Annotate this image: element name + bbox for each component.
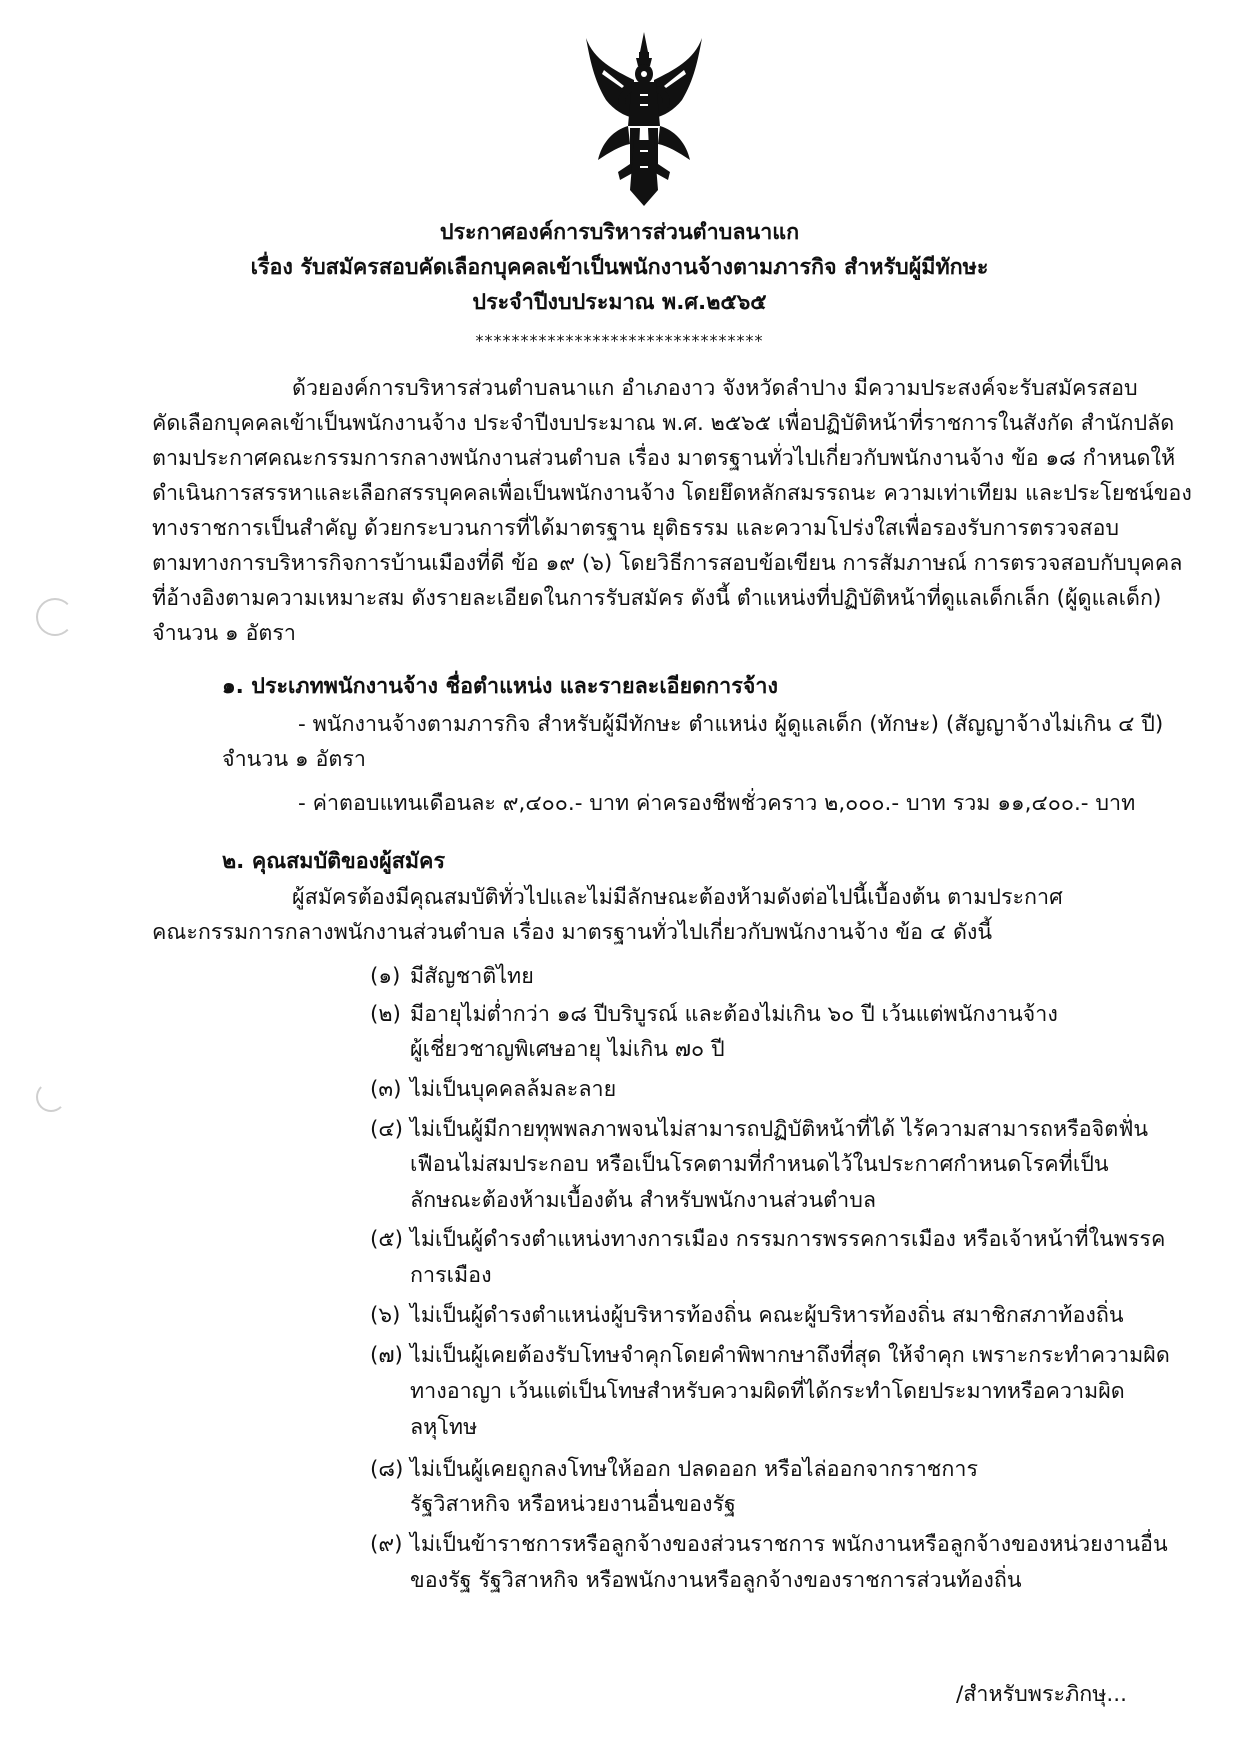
item-text: ลักษณะต้องห้ามเบื้องต้น สำหรับพนักงานส่วนตำบล [410, 1188, 877, 1213]
item-text: ทางอาญา เว้นแต่เป็นโทษสำหรับความผิดที่ได้กระทำโดยประมาทหรือความผิด [410, 1379, 1125, 1404]
item-text: ไม่เป็นผู้มีกายทุพพลภาพจนไม่สามารถปฏิบัติหน้าที่ได้ ไร้ความสามารถหรือจิตฟั่น [410, 1117, 1149, 1142]
item-text: ไม่เป็นผู้เคยต้องรับโทษจำคุกโดยคำพิพากษาถึงที่สุด ให้จำคุก เพราะกระทำความผิด [410, 1343, 1170, 1368]
item-text: การเมือง [410, 1263, 492, 1288]
section1-line: จำนวน ๑ อัตรา [222, 747, 366, 772]
announcement-subject: เรื่อง รับสมัครสอบคัดเลือกบุคคลเข้าเป็นพนักงานจ้างตามภารกิจ สำหรับผู้มีทักษะ [250, 255, 989, 280]
item-text: ไม่เป็นข้าราชการหรือลูกจ้างของส่วนราชการ พนักงานหรือลูกจ้างของหน่วยงานอื่น [410, 1532, 1168, 1557]
section1-heading: ๑. ประเภทพนักงานจ้าง ชื่อตำแหน่ง และรายละเอียดการจ้าง [222, 674, 778, 699]
item-text: ไม่เป็นบุคคลล้มละลาย [410, 1077, 617, 1102]
punch-hole-mark [36, 598, 74, 636]
fiscal-year-line: ประจำปีงบประมาณ พ.ศ.๒๕๖๕ [472, 290, 767, 315]
item-text: มีสัญชาติไทย [410, 964, 534, 989]
item-number: (๘) [370, 1457, 404, 1482]
item-text: ผู้เชี่ยวชาญพิเศษอายุ ไม่เกิน ๗๐ ปี [410, 1037, 725, 1062]
item-text: ไม่เป็นผู้เคยถูกลงโทษให้ออก ปลดออก หรือไล่ออกจากราชการ [410, 1457, 979, 1482]
intro-line: ด้วยองค์การบริหารส่วนตำบลนาแก อำเภองาว จังหวัดลำปาง มีความประสงค์จะรับสมัครสอบ [292, 376, 1138, 401]
section2-intro-line: ผู้สมัครต้องมีคุณสมบัติทั่วไปและไม่มีลักษณะต้องห้ามดังต่อไปนี้เบื้องต้น ตามประกาศ [292, 885, 1063, 910]
item-number: (๕) [370, 1227, 404, 1252]
section1-line: - พนักงานจ้างตามภารกิจ สำหรับผู้มีทักษะ ตำแหน่ง ผู้ดูแลเด็ก (ทักษะ) (สัญญาจ้างไม่เกิน ๔ ปี) [298, 712, 1164, 737]
item-number: (๒) [370, 1002, 401, 1027]
intro-line: ทางราชการเป็นสำคัญ ด้วยกระบวนการที่ได้มาตรฐาน ยุติธรรม และความโปร่งใสเพื่อรองรับการตรวจสอบ [152, 516, 1120, 541]
intro-line: ดำเนินการสรรหาและเลือกสรรบุคคลเพื่อเป็นพนักงานจ้าง โดยยึดหลักสมรรถนะ ความเท่าเทียม และประโยชน์ของ [152, 481, 1192, 506]
item-number: (๙) [370, 1532, 403, 1557]
item-number: (๗) [370, 1343, 403, 1368]
item-number: (๖) [370, 1303, 401, 1328]
item-text: มีอายุไม่ต่ำกว่า ๑๘ ปีบริบูรณ์ และต้องไม่เกิน ๖๐ ปี เว้นแต่พนักงานจ้าง [410, 1002, 1058, 1027]
item-number: (๔) [370, 1117, 404, 1142]
announcement-title: ประกาศองค์การบริหารส่วนตำบลนาแก [439, 220, 800, 245]
item-text: ลหุโทษ [410, 1415, 478, 1440]
garuda-emblem-icon [584, 30, 704, 210]
separator-stars: ******************************** [475, 331, 764, 350]
intro-line: ตามทางการบริหารกิจการบ้านเมืองที่ดี ข้อ ๑๙ (๖) โดยวิธีการสอบข้อเขียน การสัมภาษณ์ การตรวจสอบกับบุคคล [152, 551, 1183, 576]
section1-line: - ค่าตอบแทนเดือนละ ๙,๔๐๐.- บาท ค่าครองชีพชั่วคราว ๒,๐๐๐.- บาท รวม ๑๑,๔๐๐.- บาท [298, 791, 1136, 816]
item-number: (๓) [370, 1077, 402, 1102]
continuation-note: /สำหรับพระภิกษุ... [956, 1682, 1127, 1707]
punch-hole-mark [36, 1082, 66, 1112]
item-text: ไม่เป็นผู้ดำรงตำแหน่งผู้บริหารท้องถิ่น คณะผู้บริหารท้องถิ่น สมาชิกสภาท้องถิ่น [410, 1303, 1124, 1328]
intro-line: คัดเลือกบุคคลเข้าเป็นพนักงานจ้าง ประจำปีงบประมาณ พ.ศ. ๒๕๖๕ เพื่อปฏิบัติหน้าที่ราชการในสังกัด สำนักปลัด [152, 411, 1175, 436]
section2-intro-line: คณะกรรมการกลางพนักงานส่วนตำบล เรื่อง มาตรฐานทั่วไปเกี่ยวกับพนักงานจ้าง ข้อ ๔ ดังนี้ [152, 920, 993, 945]
intro-line: ที่อ้างอิงตามความเหมาะสม ดังรายละเอียดในการรับสมัคร ดังนี้ ตำแหน่งที่ปฏิบัติหน้าที่ดูแลเด็กเล็ก (ผู้ดูแลเด็ก) [152, 586, 1162, 611]
item-text: ไม่เป็นผู้ดำรงตำแหน่งทางการเมือง กรรมการพรรคการเมือง หรือเจ้าหน้าที่ในพรรค [410, 1227, 1166, 1252]
section2-heading: ๒. คุณสมบัติของผู้สมัคร [222, 849, 445, 874]
item-text: รัฐวิสาหกิจ หรือหน่วยงานอื่นของรัฐ [410, 1492, 736, 1517]
intro-line: ตามประกาศคณะกรรมการกลางพนักงานส่วนตำบล เรื่อง มาตรฐานทั่วไปเกี่ยวกับพนักงานจ้าง ข้อ ๑๘ กำหนดให้ [152, 446, 1176, 471]
item-number: (๑) [370, 964, 401, 989]
intro-line: จำนวน ๑ อัตรา [152, 621, 296, 646]
item-text: เฟือนไม่สมประกอบ หรือเป็นโรคตามที่กำหนดไว้ในประกาศกำหนดโรคที่เป็น [410, 1152, 1109, 1177]
item-text: ของรัฐ รัฐวิสาหกิจ หรือพนักงานหรือลูกจ้างของราชการส่วนท้องถิ่น [410, 1568, 1022, 1593]
